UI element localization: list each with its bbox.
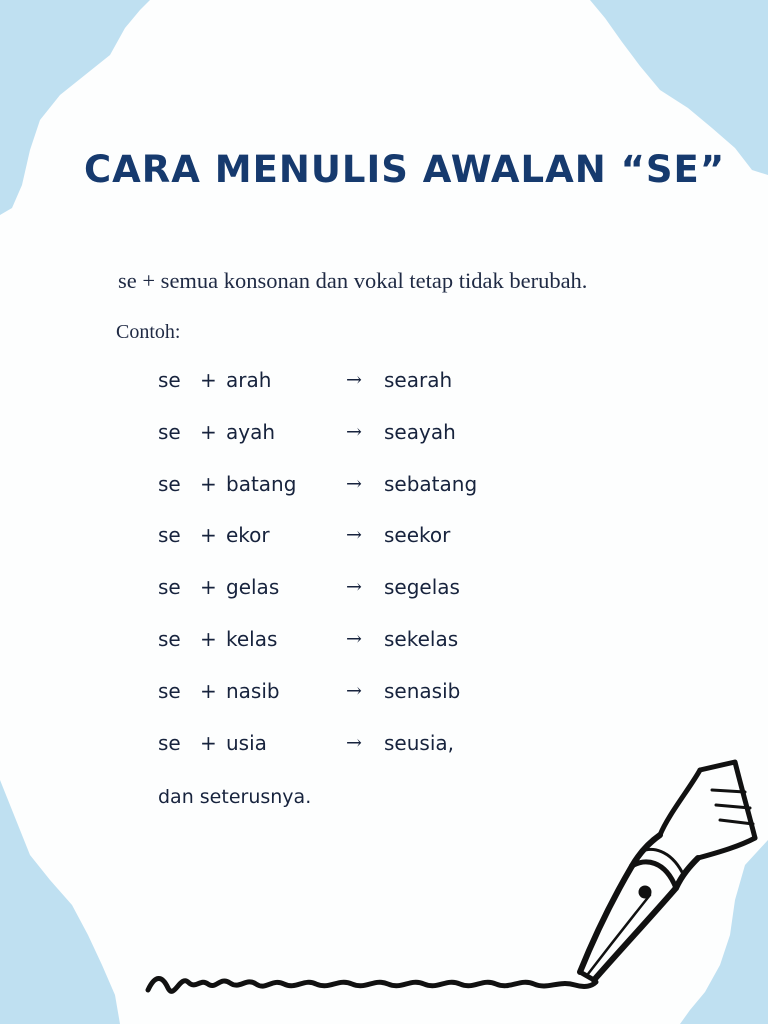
plus-sign: + <box>200 472 217 496</box>
rule-text: se + semua konsonan dan vokal tetap tidak berubah. <box>118 268 588 293</box>
footer-note: dan seterusnya. <box>158 786 312 808</box>
result-word: sekelas <box>384 627 459 651</box>
prefix: se <box>158 368 181 392</box>
arrow-icon: → <box>346 628 362 650</box>
fountain-pen-icon <box>580 762 755 980</box>
base-word: arah <box>226 368 272 392</box>
result-word: searah <box>384 368 453 392</box>
base-word: kelas <box>226 627 278 651</box>
arrow-icon: → <box>346 421 362 443</box>
plus-sign: + <box>200 679 217 703</box>
base-word: nasib <box>226 679 280 703</box>
result-word: seekor <box>384 523 451 547</box>
base-word: usia <box>226 731 267 755</box>
result-word: sebatang <box>384 472 478 496</box>
result-word: senasib <box>384 679 461 703</box>
prefix: se <box>158 523 181 547</box>
base-word: batang <box>226 472 297 496</box>
arrow-icon: → <box>346 732 362 754</box>
result-word: seusia, <box>384 731 454 755</box>
page-title: CARA MENULIS AWALAN “SE” <box>84 148 726 191</box>
prefix: se <box>158 575 181 599</box>
plus-sign: + <box>200 368 217 392</box>
base-word: ekor <box>226 523 270 547</box>
plus-sign: + <box>200 523 217 547</box>
plus-sign: + <box>200 731 217 755</box>
prefix: se <box>158 420 181 444</box>
prefix: se <box>158 627 181 651</box>
base-word: ayah <box>226 420 276 444</box>
arrow-icon: → <box>346 576 362 598</box>
arrow-icon: → <box>346 369 362 391</box>
ink-squiggle-line <box>148 978 596 991</box>
example-label: Contoh: <box>116 321 181 343</box>
plus-sign: + <box>200 575 217 599</box>
arrow-icon: → <box>346 524 362 546</box>
result-word: seayah <box>384 420 456 444</box>
arrow-icon: → <box>346 473 362 495</box>
arrow-icon: → <box>346 680 362 702</box>
plus-sign: + <box>200 627 217 651</box>
prefix: se <box>158 679 181 703</box>
plus-sign: + <box>200 420 217 444</box>
result-word: segelas <box>384 575 460 599</box>
prefix: se <box>158 731 181 755</box>
base-word: gelas <box>226 575 280 599</box>
prefix: se <box>158 472 181 496</box>
